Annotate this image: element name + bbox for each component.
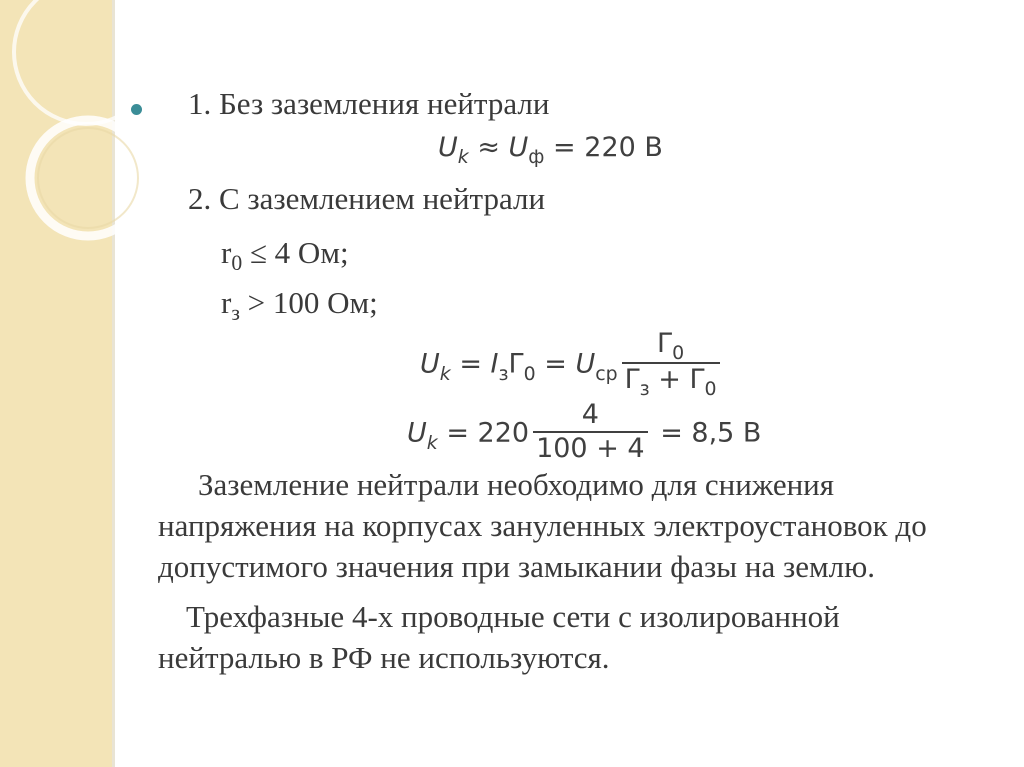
result-value: 8,5 В (691, 417, 762, 449)
equals-sign: = (553, 132, 576, 163)
formula-calculation (407, 399, 762, 465)
current-symbol: I (490, 348, 499, 380)
item2-heading: 2. С заземлением нейтрали (188, 181, 546, 216)
r0-subscript: 0 (231, 251, 243, 275)
u-phase-symbol: U (508, 132, 529, 163)
ring-lower (30, 120, 140, 236)
paragraph2-line1: Трехфазные 4-х проводные сети с изолированной (186, 599, 840, 634)
ucp-subscript: ср (595, 362, 618, 385)
item1-heading: 1. Без заземления нейтрали (188, 86, 550, 121)
voltage-value: 220 В (584, 132, 663, 163)
approx-sign: ≈ (477, 132, 500, 163)
num-gamma-subscript: 0 (672, 342, 685, 364)
coefficient: 220 (477, 417, 530, 449)
num-gamma: Γ (657, 328, 673, 359)
den-gamma-b: Γ (689, 364, 705, 395)
u-symbol: U (438, 132, 458, 163)
decorative-rings (0, 0, 140, 260)
uk-subscript-2: k (426, 431, 438, 454)
den-gamma-a-subscript: з (639, 378, 650, 400)
gamma-symbol: Γ (508, 348, 524, 380)
gamma-subscript: 0 (523, 362, 536, 385)
condition-rz (221, 285, 378, 324)
rz-symbol: r (221, 285, 232, 320)
fraction-2-numerator: 4 (581, 399, 599, 430)
ring-lower-shadow (38, 128, 138, 228)
formula-no-grounding (438, 130, 663, 168)
u-subscript: k (457, 146, 469, 168)
equals-sign-1: = (459, 348, 482, 380)
paragraph1-line2: напряжения на корпусах зануленных электроустановок до (158, 508, 927, 543)
equals-sign-2: = (544, 348, 567, 380)
ucp-symbol: U (575, 348, 596, 380)
fraction-denominator (622, 362, 720, 400)
condition-r0 (221, 235, 349, 274)
den-gamma-b-subscript: 0 (704, 378, 717, 400)
fraction-2 (533, 401, 648, 463)
rz-subscript: з (231, 301, 240, 325)
den-plus: + (658, 364, 681, 395)
equals-sign-3: = (446, 417, 469, 449)
ring-outer (14, 0, 140, 124)
paragraph1-line3: допустимого значения при замыкании фазы на землю. (158, 549, 875, 584)
paragraph2-line2: нейтралью в РФ не используются. (158, 640, 610, 675)
current-subscript: з (498, 362, 509, 385)
fraction-2-denominator: 100 + 4 (533, 431, 648, 463)
rz-relation: > 100 Ом; (247, 285, 378, 320)
fraction-numerator (622, 330, 720, 362)
uk-symbol-2: U (407, 417, 427, 449)
uk-symbol: U (420, 348, 440, 380)
uk-subscript: k (439, 362, 451, 385)
bullet-icon (131, 104, 142, 115)
u-phase-subscript: ф (528, 146, 545, 168)
fraction (622, 328, 720, 400)
equals-sign-4: = (660, 417, 683, 449)
r0-relation: ≤ 4 Ом; (249, 235, 349, 270)
den-gamma-a: Γ (624, 364, 640, 395)
paragraph1-line1: Заземление нейтрали необходимо для снижения (198, 467, 835, 502)
formula-grounded (420, 328, 724, 400)
r0-symbol: r (221, 235, 232, 270)
